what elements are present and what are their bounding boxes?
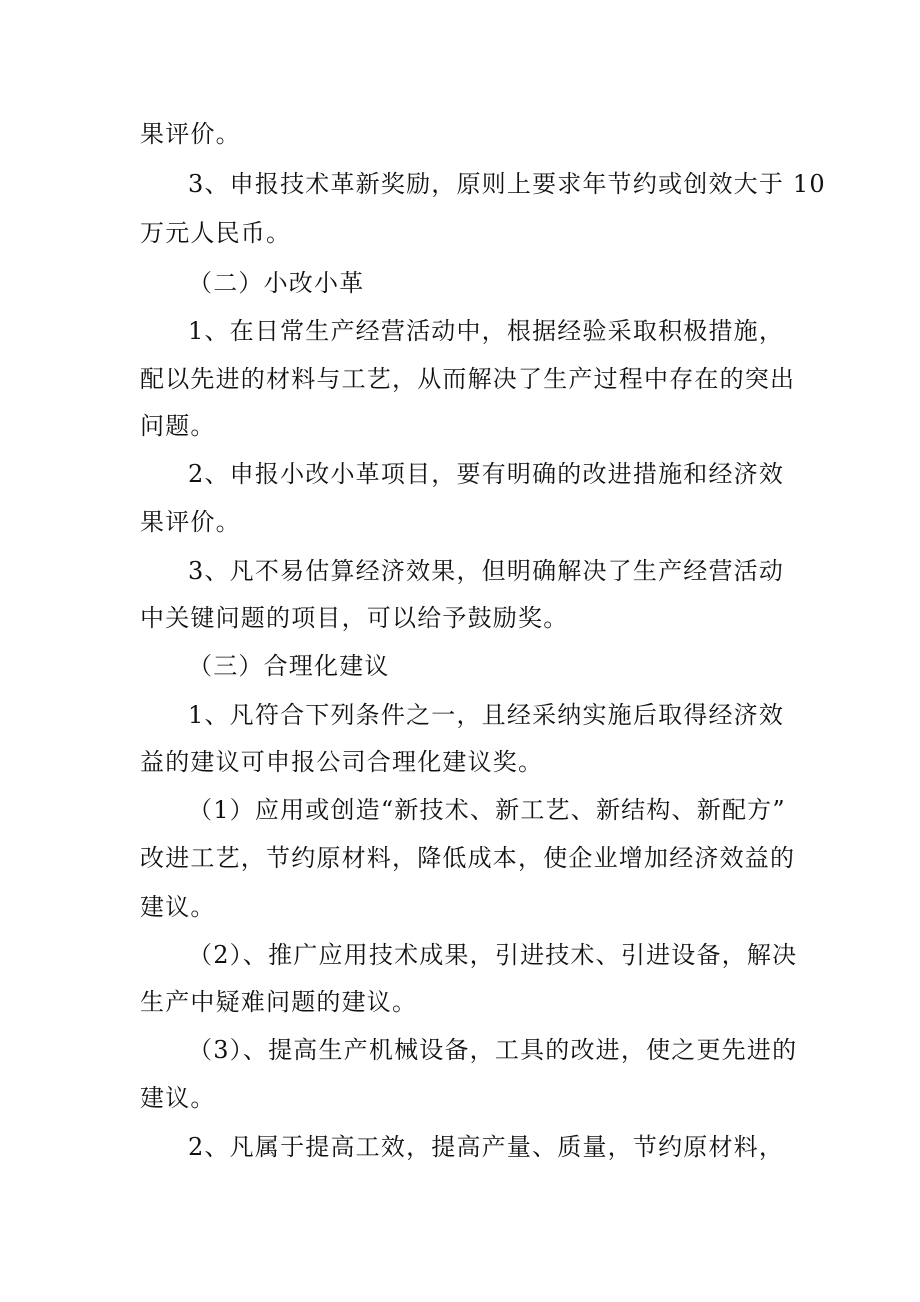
- text-line: 改进工艺，节约原材料，降低成本，使企业增加经济效益的: [140, 844, 796, 872]
- text-line: 2、凡属于提高工效，提高产量、质量，节约原材料，: [188, 1133, 785, 1161]
- text-line: 3、凡不易估算经济效果，但明确解决了生产经营活动: [188, 557, 785, 585]
- text-line: （三）合理化建议: [188, 652, 390, 680]
- text-line: 建议。: [140, 1084, 216, 1112]
- text-line: （2）、推广应用技术成果，引进技术、引进设备，解决: [188, 941, 798, 969]
- text-line: 果评价。: [140, 120, 241, 148]
- text-line: 中关键问题的项目，可以给予鼓励奖。: [140, 604, 569, 632]
- text-line: 1、在日常生产经营活动中，根据经验采取积极措施，: [188, 317, 785, 345]
- text-line: 益的建议可申报公司合理化建议奖。: [140, 748, 544, 776]
- text-line: （3）、提高生产机械设备，工具的改进，使之更先进的: [188, 1036, 798, 1064]
- text-line: 问题。: [140, 412, 216, 440]
- text-line: 果评价。: [140, 508, 241, 536]
- text-line: 1、凡符合下列条件之一，且经采纳实施后取得经济效: [188, 701, 785, 729]
- text-line: 2、申报小改小革项目，要有明确的改进措施和经济效: [188, 460, 785, 488]
- text-line: 万元人民币。: [140, 219, 292, 247]
- text-line: 3、申报技术革新奖励，原则上要求年节约或创效大于 10: [188, 170, 826, 198]
- text-line: （1）应用或创造“新技术、新工艺、新结构、新配方”: [188, 796, 786, 824]
- text-line: 建议。: [140, 893, 216, 921]
- text-line: （二）小改小革: [188, 269, 365, 297]
- text-line: 生产中疑难问题的建议。: [140, 988, 418, 1016]
- text-line: 配以先进的材料与工艺，从而解决了生产过程中存在的突出: [140, 365, 796, 393]
